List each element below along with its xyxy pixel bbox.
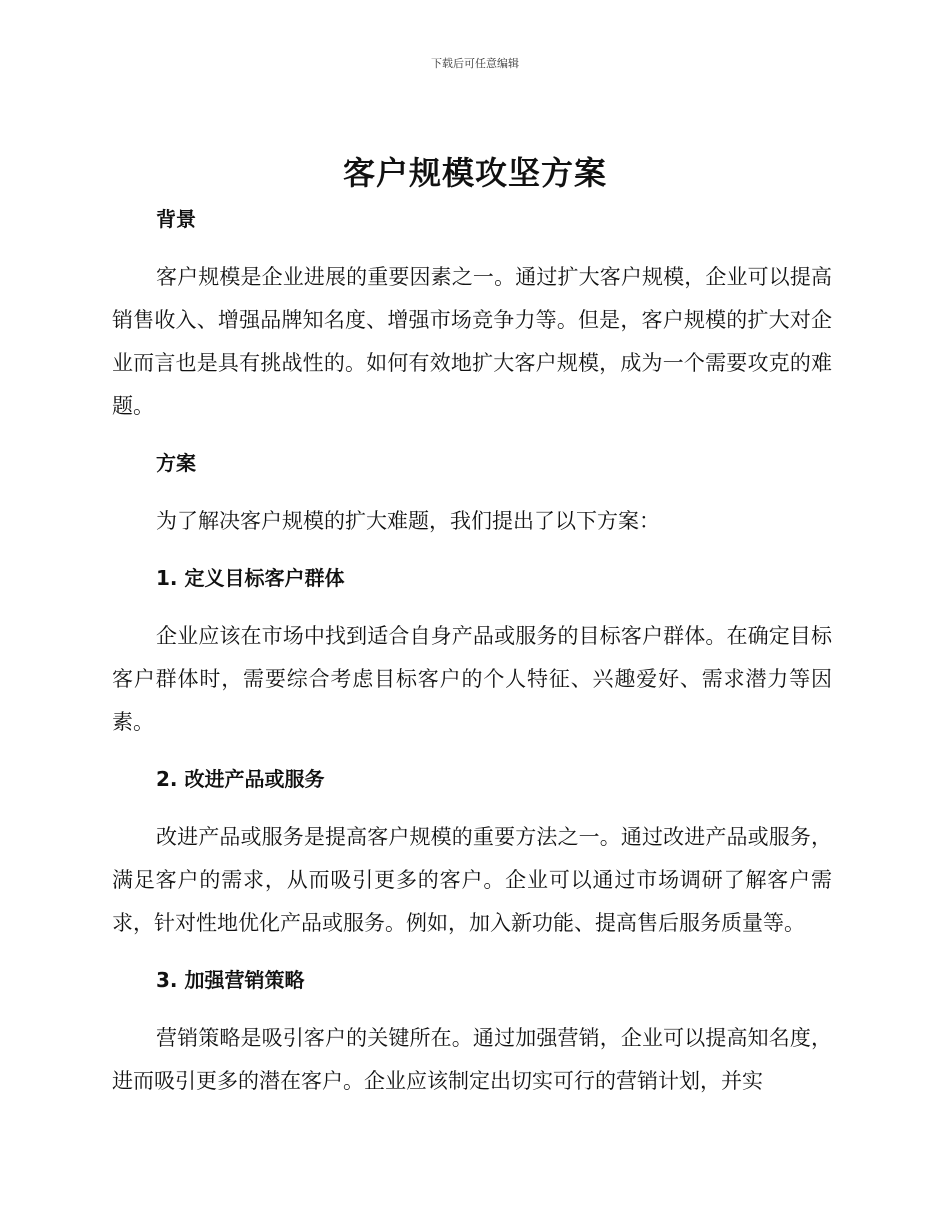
- section-heading-plan: 方案: [156, 451, 196, 475]
- section-heading-marketing: 3. 加强营销策略: [156, 968, 305, 992]
- section-heading-improve-product: 2. 改进产品或服务: [156, 767, 325, 791]
- document-body: [112, 202, 832, 1103]
- header-note: 下载后可任意编辑: [431, 57, 519, 70]
- document-title: 客户规模攻坚方案: [342, 154, 607, 192]
- section-heading-background: 背景: [156, 207, 196, 231]
- section-heading-target-customers: 1. 定义目标客户群体: [156, 566, 345, 590]
- section-paragraph-marketing: 营销策略是吸引客户的关键所在。通过加强营销，企业可以提高知名度，进而吸引更多的潜在客户。企业应该制定出切实可行的营销计划，并实: [112, 1026, 832, 1093]
- section-paragraph-background: 客户规模是企业进展的重要因素之一。通过扩大客户规模，企业可以提高销售收入、增强品牌知名度、增强市场竞争力等。但是，客户规模的扩大对企业而言也是具有挑战性的。如何有效地扩大客户规模，成为一个需要攻克的难题。: [112, 265, 832, 418]
- section-paragraph-improve-product: 改进产品或服务是提高客户规模的重要方法之一。通过改进产品或服务，满足客户的需求，从而吸引更多的客户。企业可以通过市场调研了解客户需求，针对性地优化产品或服务。例如，加入新功能、提高售后服务质量等。: [112, 825, 832, 935]
- section-paragraph-target-customers: 企业应该在市场中找到适合自身产品或服务的目标客户群体。在确定目标客户群体时，需要综合考虑目标客户的个人特征、兴趣爱好、需求潜力等因素。: [112, 624, 832, 734]
- section-paragraph-plan: 为了解决客户规模的扩大难题，我们提出了以下方案：: [156, 509, 660, 533]
